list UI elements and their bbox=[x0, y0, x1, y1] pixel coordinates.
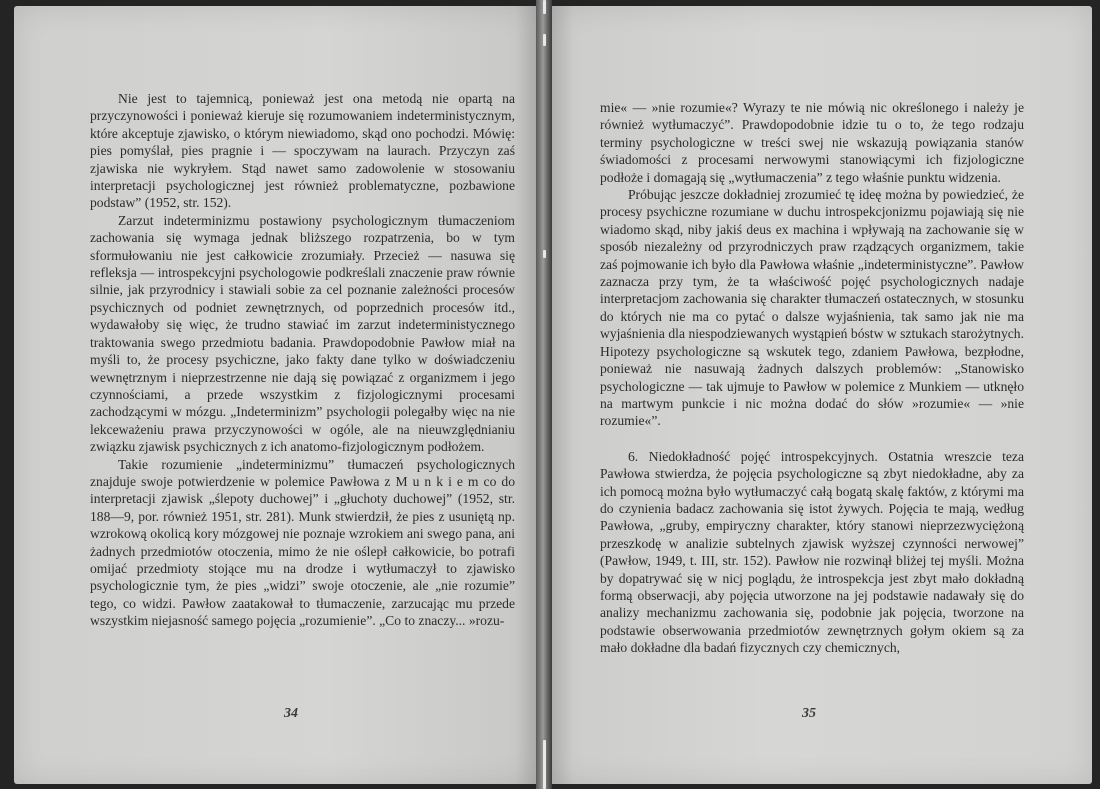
paragraph: Nie jest to tajemnicą, ponieważ jest ona metodą nie opartą na przyczynowości i ponieważ kieruje się rozumowaniem indeterministycznym, które akceptuje zjawisko, o którym niewiadomo, skąd ono pochodzi. Mówię: pies pomyślał, pies pragnie i — spoczywam na laurach. Przyczyn zaś zjawiska nie wykryłem. Stąd nawet samo zadowolenie w stosowaniu interpretacji psychologicznej jest również problematyczne, pozbawione podstaw” (1952, str. 152). bbox=[90, 91, 515, 211]
binding-thread bbox=[543, 34, 546, 46]
page-number: 35 bbox=[802, 706, 816, 721]
paragraph: mie« — »nie rozumie«? Wyrazy te nie mówią nic określonego i należy je również wytłumaczyć”. Prawdopodobnie idzie tu o to, że tego rodzaju terminy psychologiczne w treści swej nie wskazują powiązania stanów świadomości z procesami nerwowymi stanowiącymi ich fizjologiczne podłoże i domagają się „wytłumaczenia” z tego właśnie punktu widzenia. bbox=[600, 100, 1024, 185]
left-page bbox=[14, 6, 536, 784]
paragraph: Zarzut indeterminizmu postawiony psychologicznym tłumaczeniom zachowania się wymaga jednak bliższego rozpatrzenia, bo w tym sformułowaniu nie jest całkowicie zrozumiały. Przecież — nasuwa się refleksja — introspekcyjni psychologowie podkreślali znaczenie praw równie silnie, jak przyrodnicy i stawiali sobie za cel poznanie zależności procesów psychicznych od podniet zewnętrznych, od poprzednich procesów itd., wydawałoby się więc, że trudno stawiać im zarzut indeterministycznego traktowania swego przedmiotu badania. Prawdopodobnie Pawłow miał na myśli to, że procesy psychiczne, jako fakty dane tylko w doświadczeniu wewnętrznym i nieprzestrzenne nie dają się powiązać z organizmem i jego czynnościami, a przede wszystkim z fizjologicznymi procesami zachodzącymi w mózgu. „Indeterminizm” psychologii polegałby więc na nie lekceważeniu prawa przyczynowości w ogóle, ale na nieuwzględnianiu związku zjawisk psychicznych z ich anatomo-fizjologicznym podłożem. bbox=[90, 212, 515, 455]
binding-thread bbox=[543, 740, 546, 789]
paragraph: Takie rozumienie „indeterminizmu” tłumaczeń psychologicznych znajduje swoje potwierdzenie w polemice Pawłowa z M u n k i e m co do interpretacji zjawisk „ślepoty duchowej” i „głuchoty duchowej” (1952, str. 188—9, por. również 1951, str. 281). Munk stwierdził, że pies z usuniętą np. wzrokową okolicą kory mózgowej nie poznaje wzrokiem ani swego pana, ani żadnych przedmiotów otoczenia, mimo że nie oślepł całkowicie, bo potrafi omijać przedmioty stojące mu na drodze i wytłumaczył to zjawisko psychologicznie tym, że pies „widzi” swoje otoczenie, ale „nie rozumie” tego, co widzi. Pawłow zaatakował to tłumaczenie, zarzucając mu przede wszystkim niejasność samego pojęcia „rozumienie”. „Co to znaczy... »rozu- bbox=[90, 456, 515, 629]
book-spine bbox=[536, 0, 552, 789]
right-page-text bbox=[600, 99, 1024, 657]
right-page bbox=[552, 6, 1092, 784]
left-page-text bbox=[90, 90, 515, 630]
page-number: 34 bbox=[284, 706, 298, 721]
binding-thread bbox=[543, 250, 546, 258]
paragraph: Próbując jeszcze dokładniej zrozumieć tę ideę można by powiedzieć, że procesy psychiczne rozumiane w duchu introspekcjonizmu pojawiają się nie wiadomo skąd, niby jakiś deus ex machina i wpływają na zachowanie się w sposób niezależny od przyrodniczych praw rządzących organizmem, takie zaś pojmowanie ich było dla Pawłowa właśnie „indeterministyczne”. Pawłow zaznacza przy tym, że ta właściwość pojęć psychologicznych nadaje interpretacjom zachowania się charakter tłumaczeń ostatecznych, w stosunku do których nie ma co pytać o dalsze wyjaśnienia, tak samo jak nie ma wyjaśnienia dla niespodziewanych wystąpień bóstw w sztukach starożytnych. Hipotezy psychologiczne są wskutek tego, zdaniem Pawłowa, bezpłodne, ponieważ nie nasuwają żadnych dalszych problemów: „Stanowisko psychologiczne — tak ujmuje to Pawłow w polemice z Munkiem — utknęło na martwym punkcie i nic można dodać do słów »rozumie« — »nie rozumie«”. bbox=[600, 187, 1024, 429]
section-paragraph: 6. Niedokładność pojęć introspekcyjnych. Ostatnia wreszcie teza Pawłowa stwierdza, że pojęcia psychologiczne są zbyt niedokładne, aby za ich pomocą można było wytłumaczyć całą bogatą skalę faktów, z którymi ma do czynienia badacz zachowania się istot żywych. Pojęcia te mają, według Pawłowa, „gruby, empiryczny charakter, który stanowi nieprzezwyciężoną przeszkodę w analizie subtelnych zjawisk wyższej czynności nerwowej” (Pawłow, 1949, t. III, str. 152). Pawłow nie rozwinął bliżej tej myśli. Można by dopatrywać się w nicj poglądu, że introspekcja jest zbyt mało dokładną formą obserwacji, aby pojęcia utworzone na jej podstawie nadawały się do analizy mechanizmu zachowania się, podobnie jak pojęcia, tworzone na podstawie obserwowania przedmiotów zewnętrznych gołym okiem są za mało dokładne dla badań fizycznych czy chemicznych, bbox=[600, 448, 1024, 656]
binding-thread bbox=[543, 0, 546, 14]
